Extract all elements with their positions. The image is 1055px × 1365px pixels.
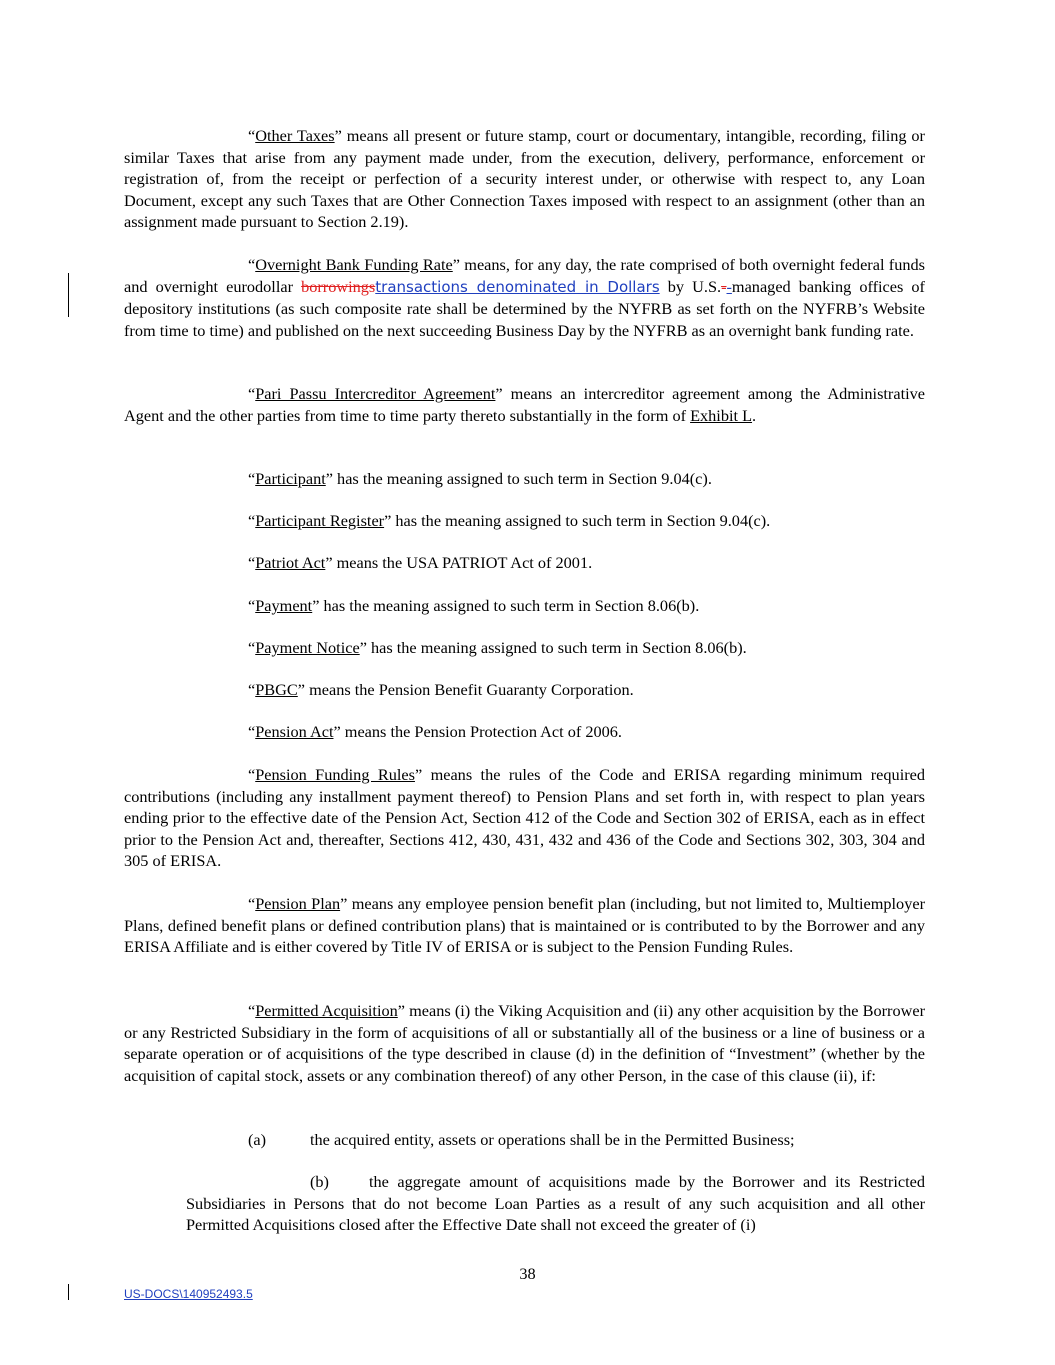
definition-pbgc: “PBGC” means the Pension Benefit Guaranty Corporation.: [248, 680, 634, 699]
inserted-text: -: [726, 276, 732, 296]
defined-term: PBGC: [255, 680, 298, 699]
deleted-text: -: [721, 276, 727, 296]
inserted-text: transactions denominated in Dollars: [375, 277, 660, 296]
defined-term: Payment Notice: [255, 638, 360, 657]
deleted-text: borrowings: [301, 276, 376, 296]
defined-term: Permitted Acquisition: [255, 1001, 398, 1020]
defined-term: Patriot Act: [255, 553, 326, 572]
defined-term: Overnight Bank Funding Rate: [255, 255, 453, 274]
definition-payment: “Payment” has the meaning assigned to such term in Section 8.06(b).: [248, 596, 700, 615]
defined-term: Pension Funding Rules: [255, 765, 415, 784]
definition-participant: “Participant” has the meaning assigned to such term in Section 9.04(c).: [248, 469, 712, 488]
defined-term: Participant: [255, 469, 326, 488]
exhibit-reference: Exhibit L: [690, 405, 753, 425]
definition-pension-plan: “Pension Plan” means any employee pension benefit plan (including, but not limited to, Multiemployer Plans, defined benefit plans or defined contribution plans) that is maintained or is contributed to by the Borrower and any ERISA Affiliate and is either covered by Title IV of ERISA or is subject to the Pension Funding Rules.: [124, 894, 925, 957]
clause-b: [186, 1171, 925, 1236]
clause-a: [248, 1129, 925, 1151]
document-id-link[interactable]: US-DOCS\140952493.5: [124, 1287, 253, 1301]
clause-label: (b): [310, 1172, 329, 1191]
definition-participant-register: “Participant Register” has the meaning assigned to such term in Section 9.04(c).: [248, 511, 771, 530]
definition-patriot-act: “Patriot Act” means the USA PATRIOT Act of 2001.: [248, 553, 593, 572]
defined-term: Other Taxes: [255, 126, 335, 145]
definition-pari-passu-intercreditor-agreement: “Pari Passu Intercreditor Agreement” means an intercreditor agreement among the Administrative Agent and the other parties from time to time party thereto substantially in the form of Exhibit L.: [124, 384, 925, 425]
defined-term: Pension Plan: [255, 894, 341, 913]
definition-other-taxes: “Other Taxes” means all present or future stamp, court or documentary, intangible, recording, filing or similar Taxes that arise from any payment made under, from the execution, delivery, performance, enforcement or registration of, from the receipt or perfection of a security interest under, or otherwise with respect to, any Loan Document, except any such Taxes that are Other Connection Taxes imposed with respect to an assignment (other than an assignment made pursuant to Section 2.19).: [124, 126, 925, 232]
definition-pension-funding-rules: “Pension Funding Rules” means the rules of the Code and ERISA regarding minimum required contributions (including any installment payment thereof) to Pension Plans and set forth in, with respect to plan years ending prior to the effective date of the Pension Act, Section 412 of the Code and Section 302 of ERISA, each as in effect prior to the Pension Act and, thereafter, Sections 412, 430, 431, 432 and 436 of the Code and Sections 302, 303, 304 and 305 of ERISA.: [124, 765, 926, 871]
defined-term: Pension Act: [255, 722, 334, 741]
defined-term: Payment: [255, 596, 313, 615]
clause-text: the aggregate amount of acquisitions made by the Borrower and its Restricted Subsidiaries in Persons that do not become Loan Parties as a result of any such acquisition and all other Permitted Acquisitions closed after the Effective Date shall not exceed the greater of (i): [186, 1172, 925, 1235]
definition-overnight-bank-funding-rate: “Overnight Bank Funding Rate” means, for any day, the rate comprised of both overnight federal funds and overnight eurodollar borrowingstransactions denominated in Dollars by U.S.--managed banking offices of depository institutions (as such composite rate shall be determined by the NYFRB as set forth on the NYFRB’s Website from time to time) and published on the next succeeding Business Day by the NYFRB as an overnight bank funding rate.: [124, 255, 925, 340]
clause-label: (a): [248, 1130, 267, 1149]
definition-payment-notice: “Payment Notice” has the meaning assigned to such term in Section 8.06(b).: [248, 638, 747, 657]
definition-permitted-acquisition: “Permitted Acquisition” means (i) the Viking Acquisition and (ii) any other acquisition by the Borrower or any Restricted Subsidiary in the form of acquisitions of all or substantially all of the business or a line of business or a separate operation or of acquisitions of the type described in clause (d) in the definition of “Investment” (whether by the acquisition of capital stock, assets or any combination thereof) of any other Person, in the case of this clause (ii), if:: [124, 1001, 926, 1085]
change-bar: [68, 1284, 69, 1300]
page-number: 38: [519, 1264, 536, 1283]
clause-text: the acquired entity, assets or operations shall be in the Permitted Business;: [310, 1130, 795, 1149]
defined-term: Pari Passu Intercreditor Agreement: [255, 384, 496, 403]
defined-term: Participant Register: [255, 511, 385, 530]
definition-pension-act: “Pension Act” means the Pension Protection Act of 2006.: [248, 722, 622, 741]
change-bar: [68, 273, 69, 317]
